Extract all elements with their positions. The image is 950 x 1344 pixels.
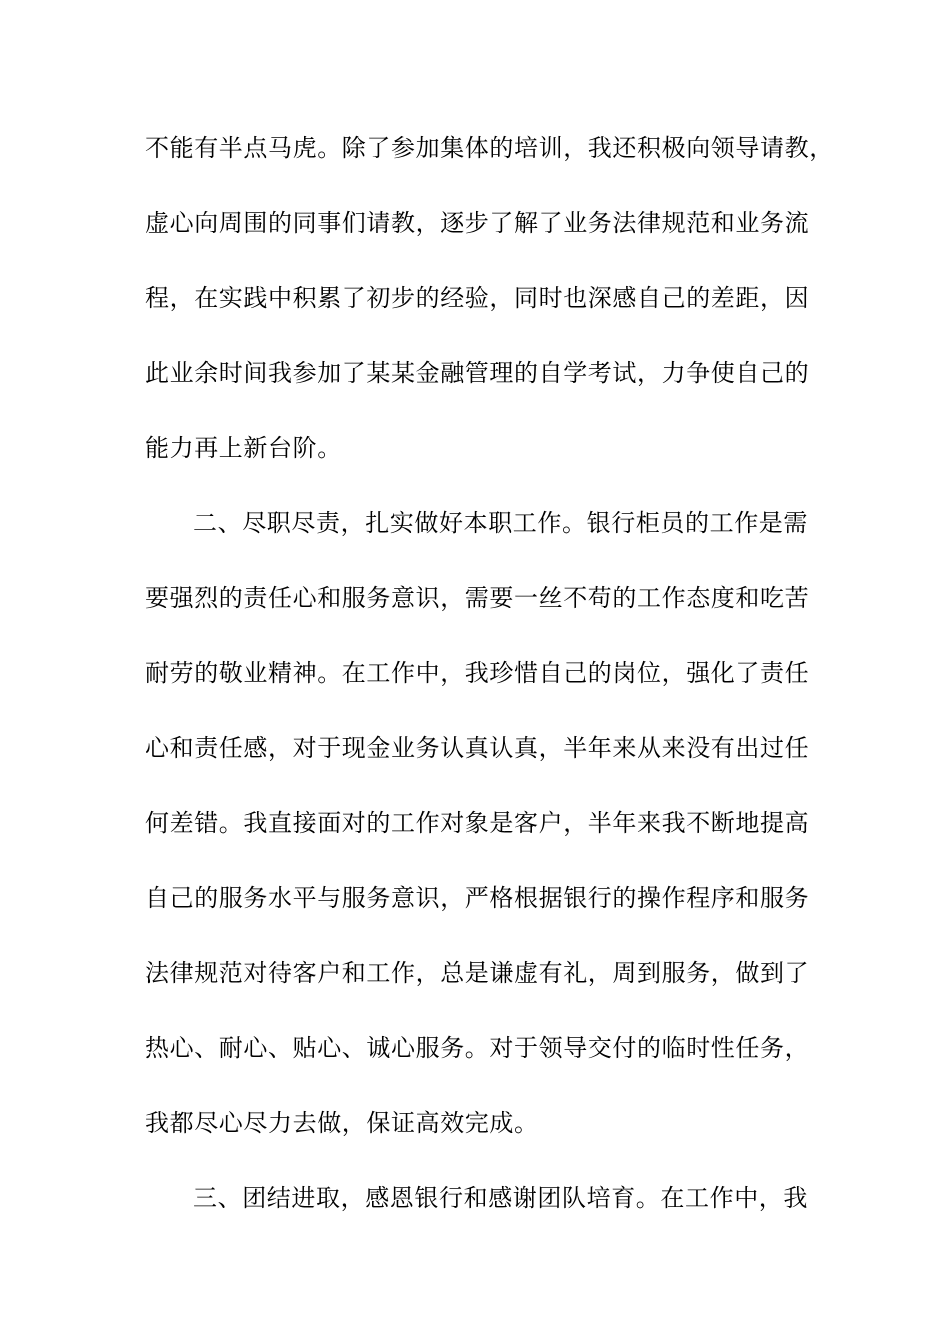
- paragraph-first-line: 二、尽职尽责，扎实做好本职工作。银行柜员的工作是需: [193, 509, 808, 537]
- paragraph-line: 此业余时间我参加了某某金融管理的自学考试，力争使自己的: [145, 359, 810, 387]
- paragraph-line: 热心、耐心、贴心、诚心服务。对于领导交付的临时性任务，: [145, 1034, 810, 1062]
- paragraph-line: 程，在实践中积累了初步的经验，同时也深感自己的差距，因: [145, 284, 810, 312]
- paragraph-line: 法律规范对待客户和工作，总是谦虚有礼，周到服务，做到了: [145, 959, 810, 987]
- paragraph-line: 自己的服务水平与服务意识，严格根据银行的操作程序和服务: [145, 884, 810, 912]
- paragraph-line: 虚心向周围的同事们请教，逐步了解了业务法律规范和业务流: [145, 209, 810, 237]
- paragraph-line: 耐劳的敬业精神。在工作中，我珍惜自己的岗位，强化了责任: [145, 659, 810, 687]
- paragraph-line: 何差错。我直接面对的工作对象是客户，半年来我不断地提高: [145, 809, 810, 837]
- paragraph-line: 能力再上新台阶。: [145, 434, 342, 462]
- paragraph-line: 我都尽心尽力去做，保证高效完成。: [145, 1109, 539, 1137]
- paragraph-line: 不能有半点马虎。除了参加集体的培训，我还积极向领导请教，: [145, 134, 834, 162]
- paragraph-line: 心和责任感，对于现金业务认真认真，半年来从来没有出过任: [145, 734, 810, 762]
- paragraph-first-line: 三、团结进取，感恩银行和感谢团队培育。在工作中，我: [193, 1184, 808, 1212]
- paragraph-line: 要强烈的责任心和服务意识，需要一丝不苟的工作态度和吃苦: [145, 584, 810, 612]
